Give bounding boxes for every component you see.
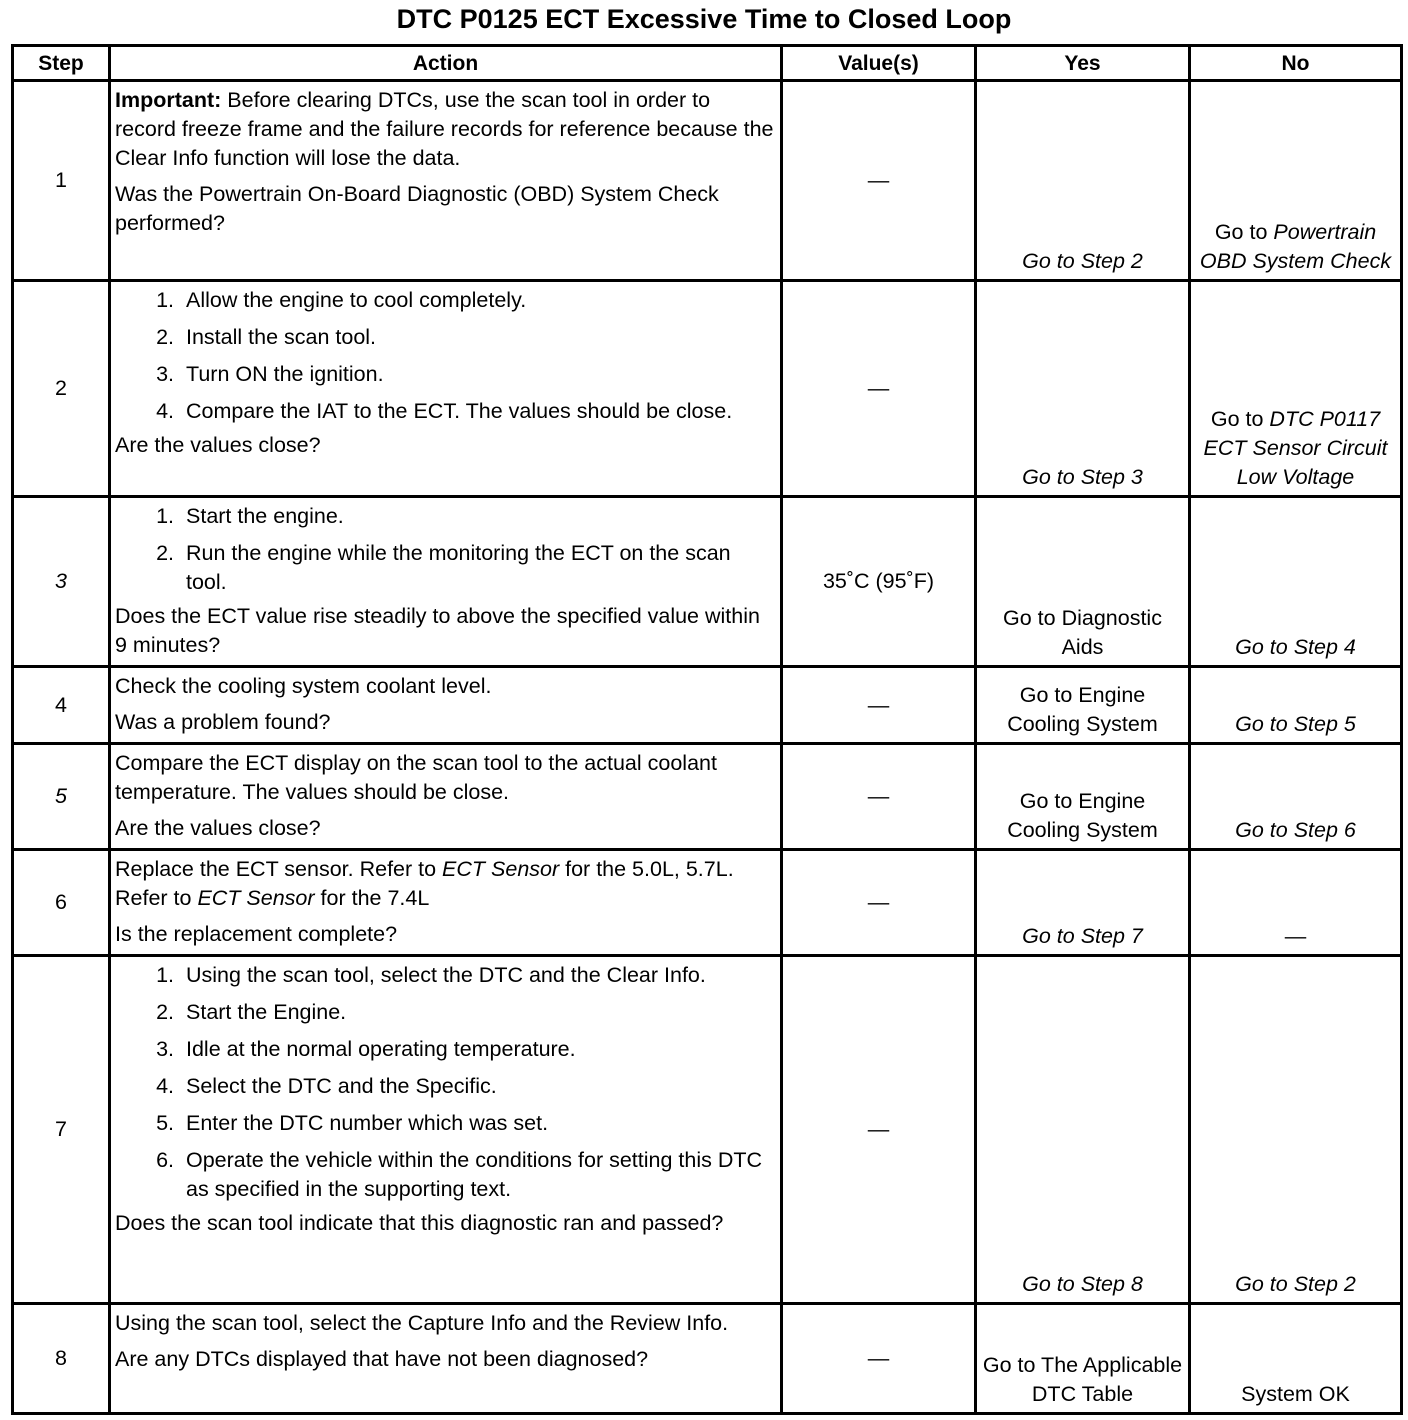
action-step: 1. Start the engine. [180, 502, 774, 531]
action-text: Compare the ECT display on the scan tool to the actual coolant temperature. The values should be close. [115, 751, 717, 804]
step-number: 4 [13, 667, 110, 744]
table-row [13, 81, 1402, 281]
action-steps [115, 286, 774, 426]
step-number: 8 [13, 1304, 110, 1414]
diagnostic-table [11, 44, 1403, 1415]
action-text: Using the scan tool, select the Capture Info and the Review Info. [115, 1311, 729, 1335]
action-cell [110, 1304, 782, 1414]
table-row [13, 956, 1402, 1304]
value-cell: — [782, 281, 976, 497]
action-cell [110, 744, 782, 850]
header-action: Action [110, 46, 782, 81]
step-number: 5 [13, 744, 110, 850]
step-number: 3 [13, 497, 110, 667]
value-cell: 35˚C (95˚F) [782, 497, 976, 667]
important-label: Important: [115, 88, 222, 112]
action-step: 3. Idle at the normal operating temperature. [180, 1035, 774, 1064]
action-steps [115, 961, 774, 1204]
no-cell: System OK [1190, 1304, 1402, 1414]
step-number: 1 [13, 81, 110, 281]
no-link: DTC P0117 ECT Sensor Circuit Low Voltage [1203, 407, 1388, 489]
no-cell: Go to Step 4 [1190, 497, 1402, 667]
step-number: 6 [13, 850, 110, 956]
action-cell [110, 956, 782, 1304]
yes-cell: Go to Step 3 [976, 281, 1190, 497]
table-header-row [13, 46, 1402, 81]
action-question: Are the values close? [115, 816, 321, 840]
action-step: 5. Enter the DTC number which was set. [180, 1109, 774, 1138]
action-steps [115, 502, 774, 597]
action-cell [110, 497, 782, 667]
yes-cell: Go to Step 7 [976, 850, 1190, 956]
header-yes: Yes [976, 46, 1190, 81]
table-row [13, 1304, 1402, 1414]
table-row [13, 850, 1402, 956]
no-cell: Go to Step 5 [1190, 667, 1402, 744]
action-step: 3. Turn ON the ignition. [180, 360, 774, 389]
no-link: Powertrain OBD System Check [1199, 220, 1392, 273]
action-step: 4. Compare the IAT to the ECT. The values should be close. [180, 397, 774, 426]
action-question: Are the values close? [115, 433, 321, 457]
header-no: No [1190, 46, 1402, 81]
action-question: Was the Powertrain On-Board Diagnostic (OBD) System Check performed? [115, 182, 719, 235]
no-prefix: Go to [1214, 220, 1268, 244]
no-cell: Go to Step 6 [1190, 744, 1402, 850]
yes-cell: Go to The Applicable DTC Table [976, 1304, 1190, 1414]
table-row [13, 497, 1402, 667]
important-note [115, 86, 774, 173]
action-step: 2. Start the Engine. [180, 998, 774, 1027]
value-cell: — [782, 956, 976, 1304]
action-cell [110, 667, 782, 744]
yes-cell: Go to Step 8 [976, 956, 1190, 1304]
step-number: 2 [13, 281, 110, 497]
action-cell [110, 850, 782, 956]
header-values: Value(s) [782, 46, 976, 81]
header-step: Step [13, 46, 110, 81]
action-step: 4. Select the DTC and the Specific. [180, 1072, 774, 1101]
action-step: 2. Install the scan tool. [180, 323, 774, 352]
yes-cell: Go to Engine Cooling System [976, 667, 1190, 744]
action-question: Is the replacement complete? [115, 922, 398, 946]
no-cell: Go to Step 2 [1190, 956, 1402, 1304]
table-row [13, 744, 1402, 850]
action-question: Are any DTCs displayed that have not been diagnosed? [115, 1347, 649, 1371]
table-row [13, 667, 1402, 744]
yes-cell: Go to Diagnostic Aids [976, 497, 1190, 667]
action-question: Does the ECT value rise steadily to above the specified value within 9 minutes? [115, 604, 760, 657]
action-question: Does the scan tool indicate that this diagnostic ran and passed? [115, 1211, 724, 1235]
action-text-part: Replace the ECT sensor. Refer to [115, 857, 443, 881]
value-cell: — [782, 850, 976, 956]
no-cell [1190, 281, 1402, 497]
value-cell: — [782, 81, 976, 281]
action-text: Check the cooling system coolant level. [115, 674, 492, 698]
no-cell [1190, 81, 1402, 281]
action-cell [110, 81, 782, 281]
action-text-part: for the 7.4L [314, 886, 430, 910]
value-cell: — [782, 744, 976, 850]
action-text [115, 855, 774, 913]
value-cell: — [782, 667, 976, 744]
table-row [13, 281, 1402, 497]
action-step: 1. Using the scan tool, select the DTC and the Clear Info. [180, 961, 774, 990]
page-title: DTC P0125 ECT Excessive Time to Closed Loop [396, 4, 1012, 34]
ect-sensor-reference-link: ECT Sensor [442, 857, 560, 881]
action-step: 2. Run the engine while the monitoring the ECT on the scan tool. [180, 539, 774, 597]
step-number: 7 [13, 956, 110, 1304]
action-text-part: for the 5.0L, 5.7L. Refer to [115, 857, 734, 910]
yes-cell: Go to Step 2 [976, 81, 1190, 281]
value-cell: — [782, 1304, 976, 1414]
ect-sensor-reference-link: ECT Sensor [197, 886, 315, 910]
action-step: 6. Operate the vehicle within the conditions for setting this DTC as specified in the supporting text. [180, 1146, 774, 1204]
important-text: Before clearing DTCs, use the scan tool in order to record freeze frame and the failure records for reference because the Clear Info function will lose the data. [115, 88, 774, 170]
no-prefix: Go to [1210, 407, 1264, 431]
action-step: 1. Allow the engine to cool completely. [180, 286, 774, 315]
action-cell [110, 281, 782, 497]
no-cell: — [1190, 850, 1402, 956]
action-question: Was a problem found? [115, 710, 331, 734]
yes-cell: Go to Engine Cooling System [976, 744, 1190, 850]
